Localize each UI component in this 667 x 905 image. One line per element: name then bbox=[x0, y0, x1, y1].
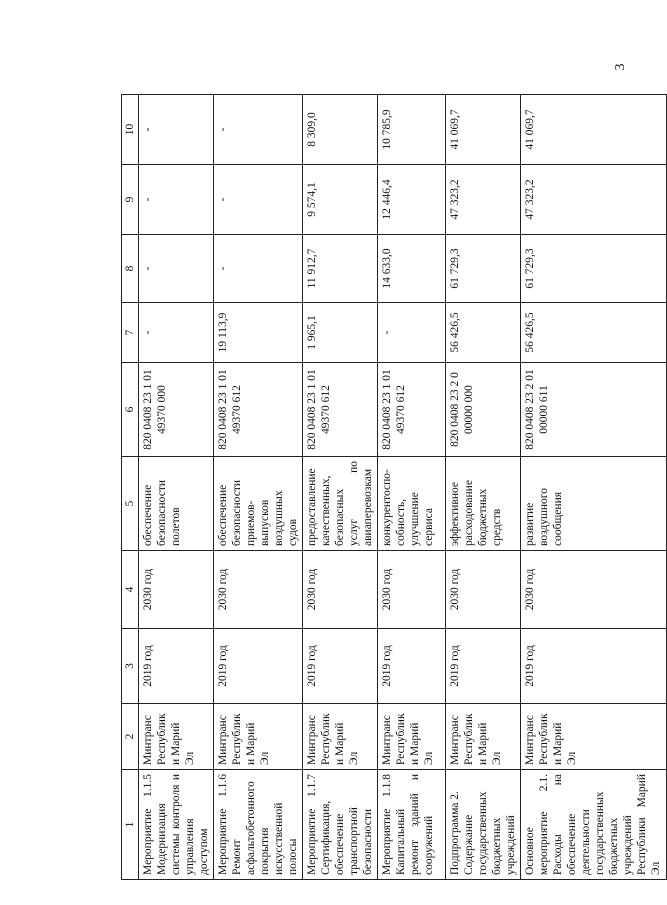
end-year: 2030 год bbox=[214, 551, 303, 629]
budget-code: 820 0408 23 1 01 49370 612 bbox=[214, 363, 303, 457]
table-row bbox=[214, 95, 303, 880]
table-row bbox=[378, 95, 446, 880]
expected-result: развитие воздушного сообщения bbox=[521, 457, 666, 551]
budget-code: 820 0408 23 1 01 49370 612 bbox=[378, 363, 446, 457]
table-row bbox=[303, 95, 378, 880]
value-col8: - bbox=[214, 235, 303, 303]
measure-name: Мероприятие 1.1.7 Сертификация, обеспечение транспортной безопасности bbox=[303, 770, 378, 880]
start-year: 2019 год bbox=[139, 629, 214, 704]
value-col8: 14 633,0 bbox=[378, 235, 446, 303]
program-measures-table bbox=[121, 94, 667, 880]
executor: Минтранс Республики Марий Эл bbox=[303, 704, 378, 770]
table-row bbox=[139, 95, 214, 880]
value-col8: 61 729,3 bbox=[446, 235, 521, 303]
value-col7: 56 426,5 bbox=[446, 303, 521, 363]
start-year: 2019 год bbox=[378, 629, 446, 704]
value-col10: 41 069,7 bbox=[521, 95, 666, 165]
start-year: 2019 год bbox=[214, 629, 303, 704]
value-col7: - bbox=[139, 303, 214, 363]
value-col10: 41 069,7 bbox=[446, 95, 521, 165]
budget-code: 820 0408 23 2 01 00000 611 bbox=[521, 363, 666, 457]
value-col9: - bbox=[214, 165, 303, 235]
col-header: 4 bbox=[122, 551, 139, 629]
value-col10: 10 785,9 bbox=[378, 95, 446, 165]
value-col8: - bbox=[139, 235, 214, 303]
value-col10: 8 309,0 bbox=[303, 95, 378, 165]
col-header: 9 bbox=[122, 165, 139, 235]
value-col7: 56 426,5 bbox=[521, 303, 666, 363]
executor: Минтранс Республики Марий Эл bbox=[446, 704, 521, 770]
rotated-table-container bbox=[121, 95, 663, 880]
expected-result: эффективное расходование бюджетных средств bbox=[446, 457, 521, 551]
budget-code: 820 0408 23 1 01 49370 612 bbox=[303, 363, 378, 457]
value-col8: 11 912,7 bbox=[303, 235, 378, 303]
expected-result: обеспечение безопасности приемов-выпусков воздушных судов bbox=[214, 457, 303, 551]
page-number: 3 bbox=[613, 63, 628, 71]
measure-name: Мероприятие 1.1.6 Ремонт асфальтобетонного покрытия искусственной полосы bbox=[214, 770, 303, 880]
value-col9: 47 323,2 bbox=[521, 165, 666, 235]
executor: Минтранс Республики Марий Эл bbox=[139, 704, 214, 770]
col-header: 6 bbox=[122, 363, 139, 457]
col-header: 1 bbox=[122, 770, 139, 880]
end-year: 2030 год bbox=[378, 551, 446, 629]
measure-name: Мероприятие 1.1.5 Модернизация системы контроля и управления доступом bbox=[139, 770, 214, 880]
table-row bbox=[446, 95, 521, 880]
value-col8: 61 729,3 bbox=[521, 235, 666, 303]
executor: Минтранс Республики Марий Эл bbox=[378, 704, 446, 770]
executor: Минтранс Республики Марий Эл bbox=[521, 704, 666, 770]
executor: Минтранс Республики Марий Эл bbox=[214, 704, 303, 770]
measure-name: Мероприятие 1.1.8 Капитальный ремонт зданий и сооружений bbox=[378, 770, 446, 880]
col-header: 8 bbox=[122, 235, 139, 303]
col-header: 2 bbox=[122, 704, 139, 770]
col-header: 5 bbox=[122, 457, 139, 551]
value-col10: - bbox=[214, 95, 303, 165]
value-col9: - bbox=[139, 165, 214, 235]
expected-result: предоставление качественных, безопасных услуг по авиаперевозкам bbox=[303, 457, 378, 551]
end-year: 2030 год bbox=[446, 551, 521, 629]
end-year: 2030 год bbox=[303, 551, 378, 629]
budget-code: 820 0408 23 2 0 00000 000 bbox=[446, 363, 521, 457]
value-col9: 9 574,1 bbox=[303, 165, 378, 235]
start-year: 2019 год bbox=[446, 629, 521, 704]
expected-result: обеспечение безопасности полетов bbox=[139, 457, 214, 551]
value-col7: 1 965,1 bbox=[303, 303, 378, 363]
header-row bbox=[122, 95, 139, 880]
col-header: 3 bbox=[122, 629, 139, 704]
start-year: 2019 год bbox=[303, 629, 378, 704]
value-col9: 47 323,2 bbox=[446, 165, 521, 235]
col-header: 7 bbox=[122, 303, 139, 363]
measure-name: Основное мероприятие 2.1. Расходы на обеспечение деятельности государственных бюджетных учреждений Республики Марий Эл bbox=[521, 770, 666, 880]
value-col7: - bbox=[378, 303, 446, 363]
table-row bbox=[521, 95, 666, 880]
measure-name: Подпрограмма 2. Содержание государственных бюджетных учреждений bbox=[446, 770, 521, 880]
expected-result: конкурентоспо-собность, улучшение сервиса bbox=[378, 457, 446, 551]
col-header: 10 bbox=[122, 95, 139, 165]
value-col10: - bbox=[139, 95, 214, 165]
value-col7: 19 113,9 bbox=[214, 303, 303, 363]
budget-code: 820 0408 23 1 01 49370 000 bbox=[139, 363, 214, 457]
start-year: 2019 год bbox=[521, 629, 666, 704]
end-year: 2030 год bbox=[521, 551, 666, 629]
end-year: 2030 год bbox=[139, 551, 214, 629]
value-col9: 12 446,4 bbox=[378, 165, 446, 235]
